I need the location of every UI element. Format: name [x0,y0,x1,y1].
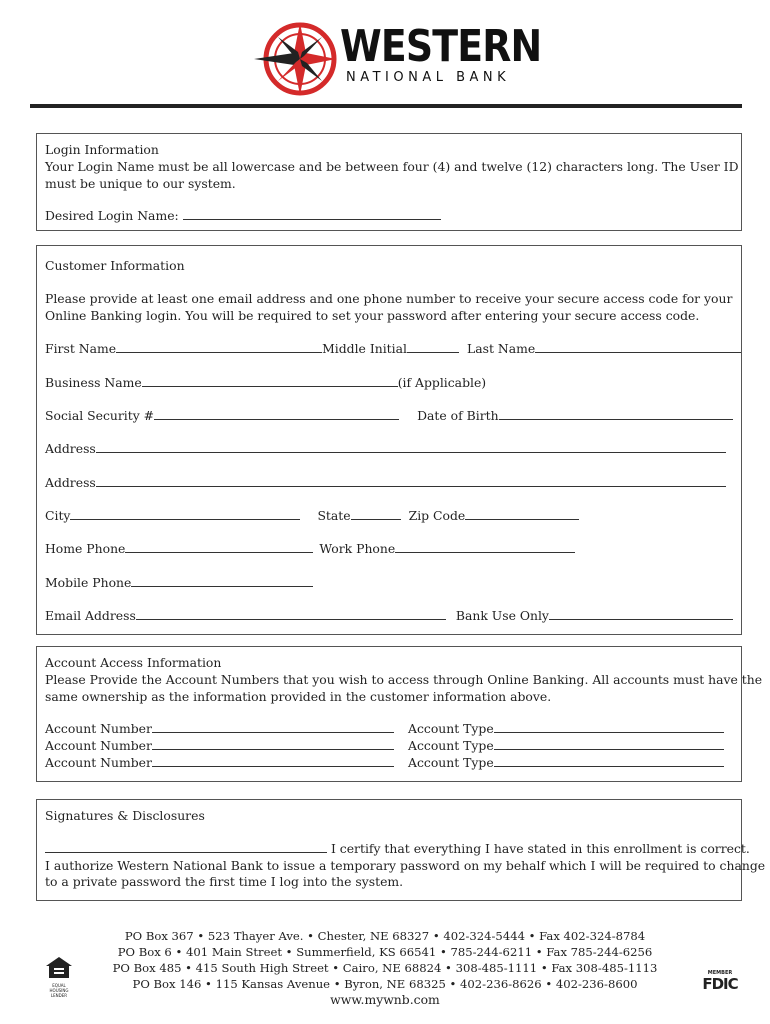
business-row [45,375,486,391]
account-number-label: Account Number [45,738,152,754]
compass-rose-icon [252,18,342,100]
account-number-field-3[interactable] [152,755,394,767]
desired-login-label: Desired Login Name: [45,208,183,224]
address-row-1 [45,441,726,457]
branch-address-chester: PO Box 367 • 523 Thayer Ave. • Chester, NE 68327 • 402-324-5444 • Fax 402-324-8784 [124,929,646,943]
work-phone-label: Work Phone [319,541,396,556]
zip-field[interactable] [465,508,579,520]
dob-field[interactable] [499,408,733,420]
branch-address-byron: PO Box 146 • 115 Kansas Avenue • Byron, NE 68325 • 402-236-8626 • 402-236-8600 [132,977,638,991]
account-number-label: Account Number [45,755,152,771]
account-number-field-2[interactable] [152,738,394,750]
desired-login-field[interactable] [183,208,441,220]
city-field[interactable] [70,508,300,520]
name-row [45,341,741,357]
account-type-label: Account Type [408,755,494,771]
login-instructions-line1: Your Login Name must be all lowercase and be between four (4) and twelve (12) characters long. The User ID [45,158,739,174]
section-title: Login Information [45,142,159,157]
city-label: City [45,508,71,523]
last-name-field[interactable] [535,341,741,353]
account-grid [45,721,733,773]
address-label: Address [45,475,96,490]
ssn-label: Social Security # [45,408,155,423]
mobile-row [45,575,313,591]
authorize-statement-line2: to a private password the first time I log into the system. [45,874,404,890]
signature-field[interactable] [45,841,327,853]
equal-housing-lender-text: EQUAL HOUSING LENDER [49,983,69,998]
fdic-member-text: MEMBER [707,970,733,976]
account-number-row [45,721,394,737]
business-name-label: Business Name [45,375,142,390]
account-type-row [408,738,724,754]
login-information-section [36,133,742,231]
mobile-phone-label: Mobile Phone [45,575,132,590]
header-rule [30,104,742,108]
dob-label: Date of Birth [417,408,499,423]
logo-wordmark: WESTERN [340,21,542,72]
state-label: State [317,508,351,523]
fdic-member-badge [700,970,740,994]
account-type-field-2[interactable] [494,738,724,750]
phone-row [45,541,575,557]
section-title: Signatures & Disclosures [45,808,205,823]
mobile-phone-field[interactable] [131,575,313,587]
fdic-logo-text: FDIC [702,975,738,993]
customer-instructions-line2: Online Banking login. You will be required to set your password after entering your secure access code. [45,308,700,323]
footer-addresses [0,928,770,1008]
authorize-statement-line1: I authorize Western National Bank to issue a temporary password on my behalf which I will be required to change [45,857,766,873]
customer-instructions-line1: Please provide at least one email address and one phone number to receive your secure access code for your [45,291,733,306]
middle-initial-field[interactable] [407,341,459,353]
email-label: Email Address [45,608,136,623]
equal-housing-lender-icon [44,956,74,998]
branch-address-summerfield: PO Box 6 • 401 Main Street • Summerfield, KS 66541 • 785-244-6211 • Fax 785-244-6256 [117,945,653,959]
address-field-1[interactable] [96,441,726,453]
email-row [45,608,733,624]
account-number-label: Account Number [45,721,152,737]
section-title: Account Access Information [45,655,222,670]
account-number-field-1[interactable] [152,721,394,733]
work-phone-field[interactable] [395,541,575,553]
address-label: Address [45,441,96,456]
account-number-row [45,738,394,754]
account-type-row [408,721,724,737]
email-field[interactable] [136,608,446,620]
signature-row [45,840,750,858]
account-access-section [36,646,763,782]
account-number-row [45,755,394,771]
state-field[interactable] [351,508,401,520]
account-type-field-1[interactable] [494,721,724,733]
ssn-field[interactable] [154,408,399,420]
account-type-label: Account Type [408,721,494,737]
account-type-label: Account Type [408,738,494,754]
desired-login-row [45,208,733,225]
home-phone-field[interactable] [125,541,313,553]
if-applicable-note: (if Applicable) [397,375,487,390]
certify-statement: I certify that everything I have stated in this enrollment is correct. [327,840,750,856]
bank-use-field[interactable] [549,608,733,620]
customer-information-section [36,245,742,635]
account-type-field-3[interactable] [494,755,724,767]
middle-initial-label: Middle Initial [322,341,407,356]
address-field-2[interactable] [96,475,726,487]
section-title: Customer Information [45,258,185,273]
address-row-2 [45,475,726,491]
bank-use-label: Bank Use Only [455,608,549,623]
bank-logo [252,18,542,100]
city-state-zip-row [45,508,579,524]
business-name-field[interactable] [142,375,398,387]
login-instructions-line2: must be unique to our system. [45,175,236,191]
branch-address-cairo: PO Box 485 • 415 South High Street • Cairo, NE 68824 • 308-485-1111 • Fax 308-485-1113 [112,961,658,975]
account-type-row [408,755,724,771]
signatures-section [36,799,766,901]
account-instructions-line2: same ownership as the information provided in the customer information above. [45,688,552,704]
first-name-field[interactable] [116,341,322,353]
last-name-label: Last Name [466,341,536,356]
zip-label: Zip Code [408,508,466,523]
logo-subtitle: NATIONAL BANK [346,70,511,85]
account-instructions-line1: Please Provide the Account Numbers that you wish to access through Online Banking. All accounts must have the [45,671,763,687]
home-phone-label: Home Phone [45,541,126,556]
website-link[interactable]: www.mywnb.com [330,992,440,1007]
first-name-label: First Name [45,341,117,356]
ssn-dob-row [45,408,733,424]
